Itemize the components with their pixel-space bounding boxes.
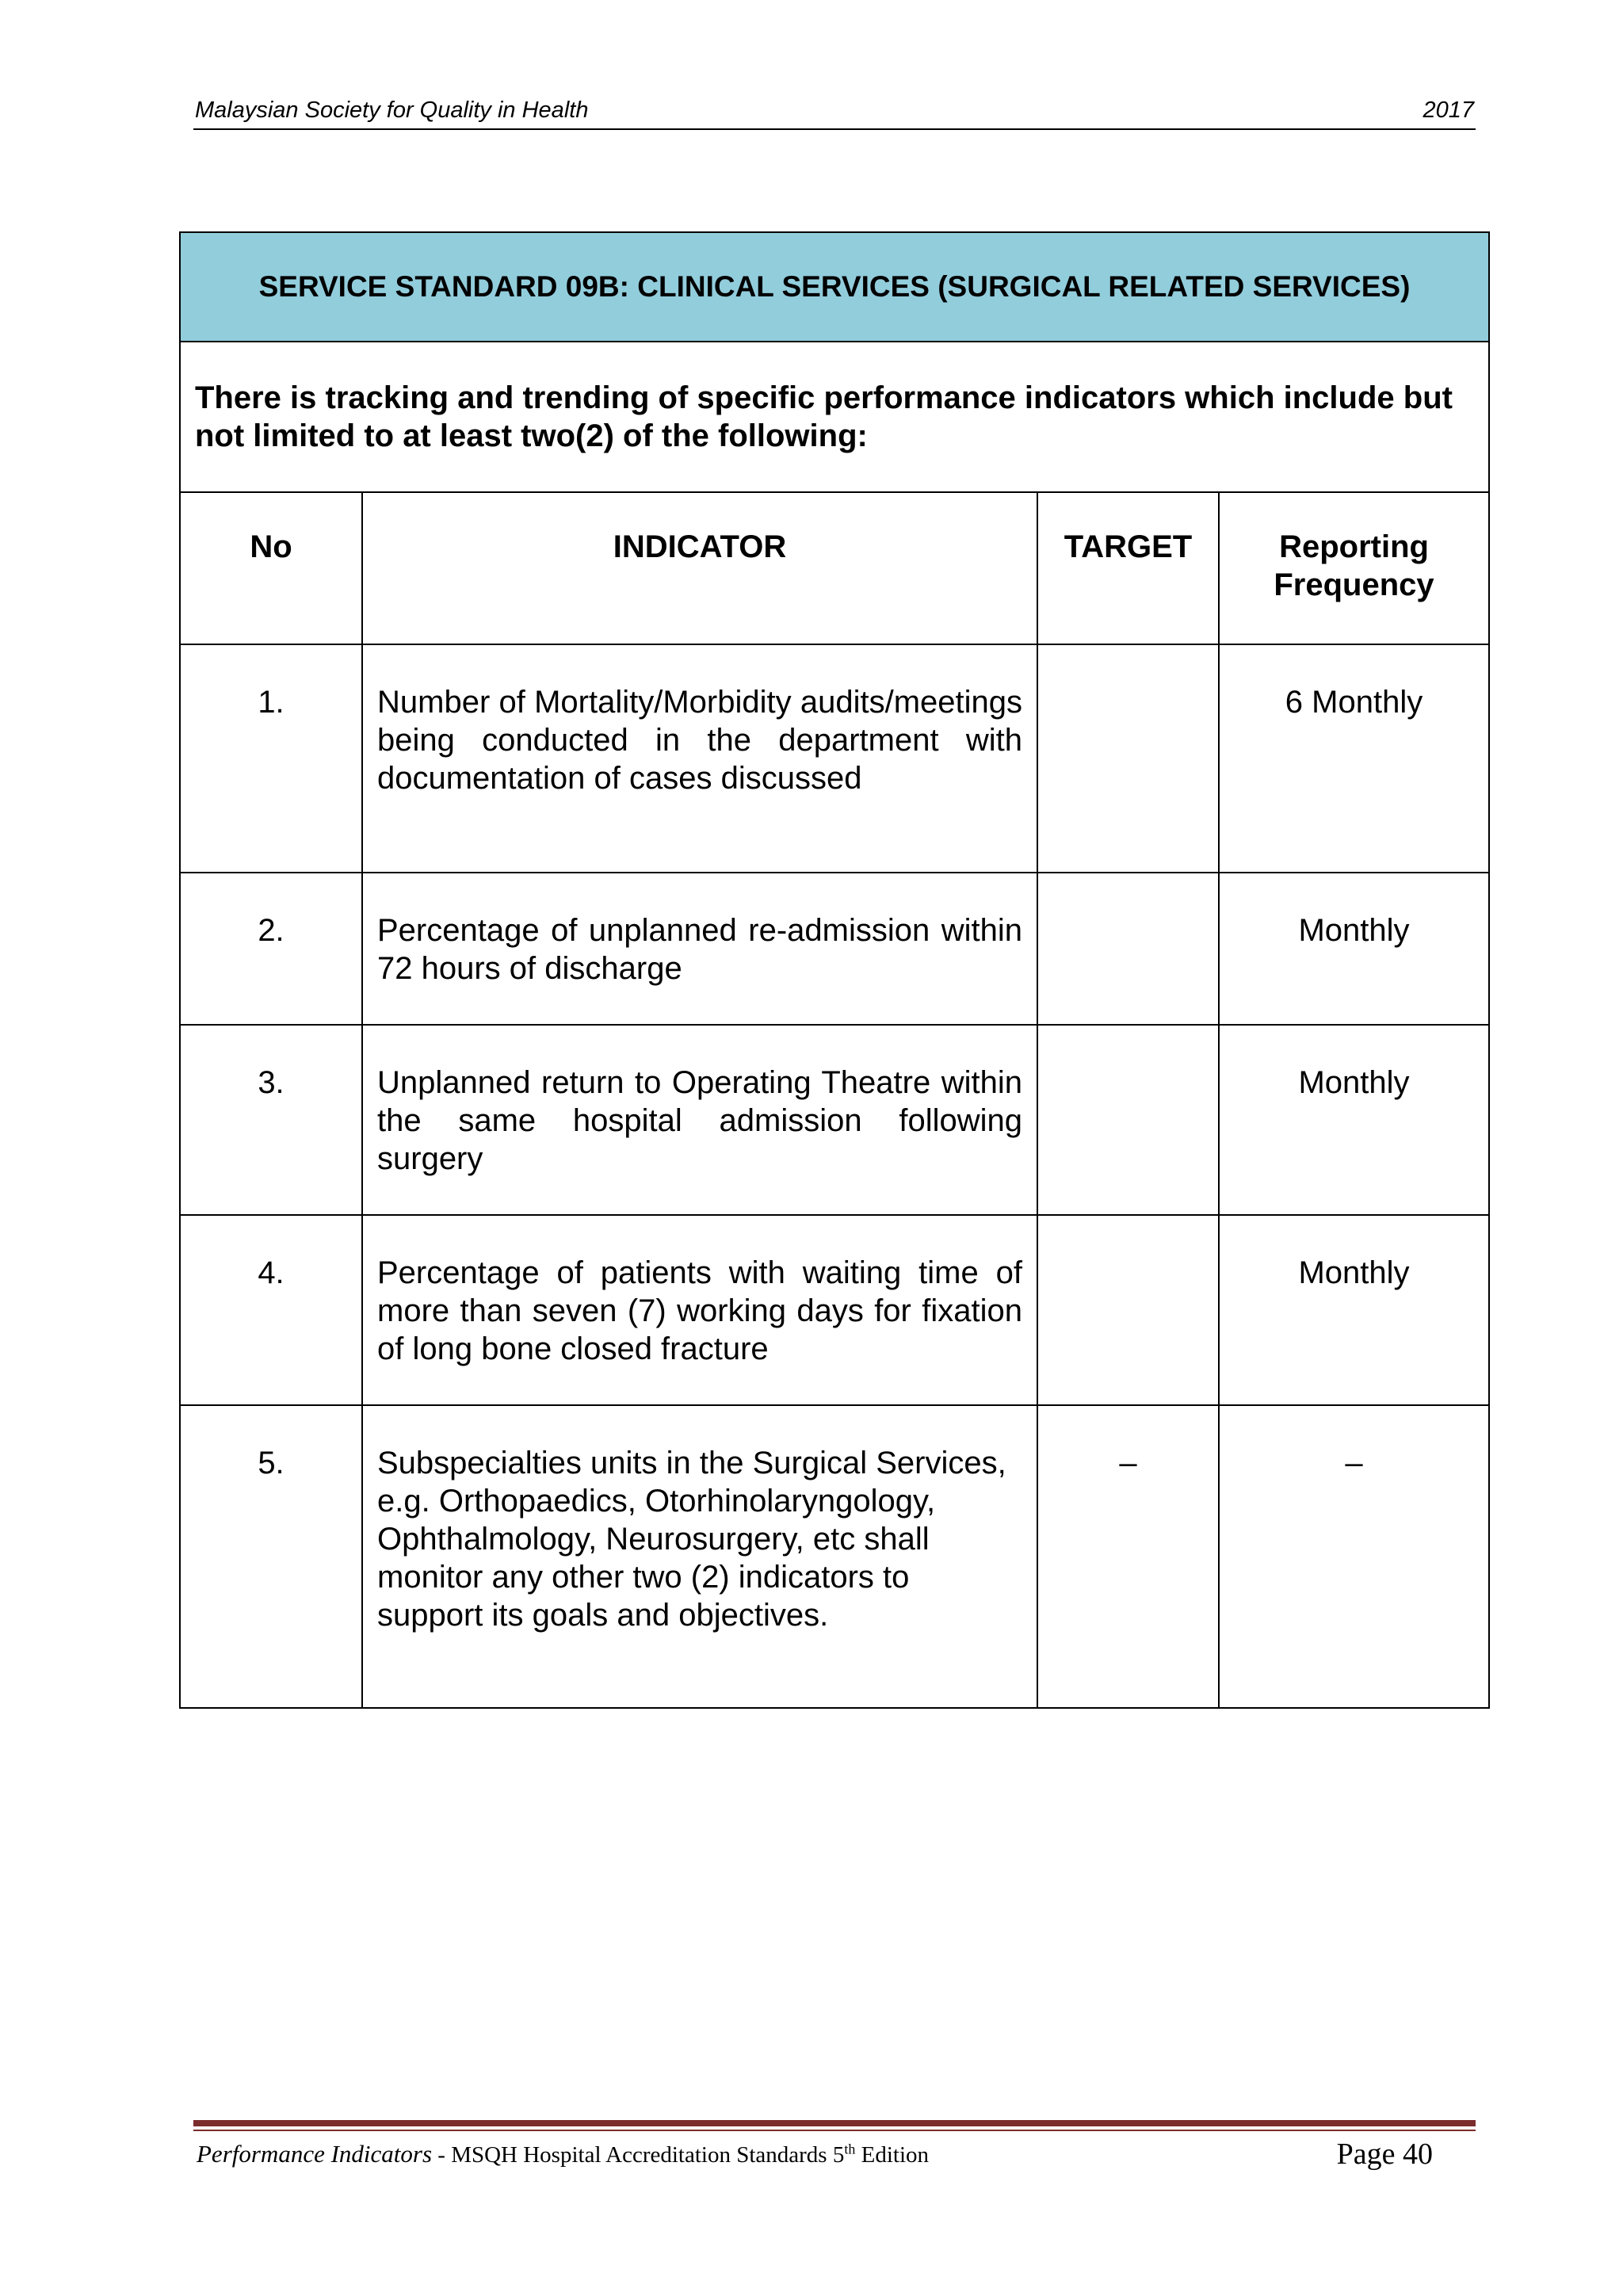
table-row [180, 1025, 1489, 1215]
page-number: Page 40 [1336, 2137, 1433, 2171]
table-row [180, 1405, 1489, 1708]
row-indicator: Percentage of patients with waiting time of more than seven (7) working days for fixation of long bone closed fracture [362, 1215, 1037, 1405]
table-row [180, 873, 1489, 1025]
header-year: 2017 [1423, 97, 1474, 123]
row-number: 2. [180, 873, 362, 1025]
column-header-no: No [180, 492, 362, 644]
column-header-target: TARGET [1037, 492, 1219, 644]
row-target [1037, 1025, 1219, 1215]
page-header [193, 94, 1476, 130]
footer-title-end: Edition [855, 2142, 930, 2168]
footer-title-sup: th [844, 2141, 856, 2157]
row-frequency: 6 Monthly [1219, 644, 1489, 873]
footer-title-italic: Performance Indicators [197, 2140, 433, 2168]
header-organization: Malaysian Society for Quality in Health [195, 97, 589, 123]
footer-title-rest: - MSQH Hospital Accreditation Standards 5 [432, 2142, 845, 2168]
standard-title: SERVICE STANDARD 09B: CLINICAL SERVICES (SURGICAL RELATED SERVICES) [180, 232, 1489, 342]
footer-rule-thin [193, 2130, 1476, 2131]
row-target [1037, 873, 1219, 1025]
row-frequency: Monthly [1219, 1025, 1489, 1215]
row-number: 3. [180, 1025, 362, 1215]
footer-rule [193, 2120, 1476, 2126]
row-indicator: Number of Mortality/Morbidity audits/meetings being conducted in the department with documentation of cases discussed [362, 644, 1037, 873]
row-frequency: Monthly [1219, 873, 1489, 1025]
table-row [180, 1215, 1489, 1405]
row-target [1037, 1215, 1219, 1405]
row-frequency: – [1219, 1405, 1489, 1708]
row-indicator: Subspecialties units in the Surgical Services, e.g. Orthopaedics, Otorhinolaryngology, Ophthalmology, Neurosurgery, etc shall monitor any other two (2) indicators to support its goals and objectives. [362, 1405, 1037, 1708]
row-target: – [1037, 1405, 1219, 1708]
standard-table [179, 231, 1490, 1709]
footer-document-title [197, 2140, 929, 2168]
row-number: 1. [180, 644, 362, 873]
row-frequency: Monthly [1219, 1215, 1489, 1405]
row-indicator: Unplanned return to Operating Theatre within the same hospital admission following surgery [362, 1025, 1037, 1215]
row-target [1037, 644, 1219, 873]
column-header-indicator: INDICATOR [362, 492, 1037, 644]
table-row [180, 644, 1489, 873]
row-number: 5. [180, 1405, 362, 1708]
row-indicator: Percentage of unplanned re-admission within 72 hours of discharge [362, 873, 1037, 1025]
column-header-frequency: Reporting Frequency [1219, 492, 1489, 644]
table-header-row [180, 492, 1489, 644]
page-footer [197, 2137, 1433, 2175]
row-number: 4. [180, 1215, 362, 1405]
standard-intro: There is tracking and trending of specific performance indicators which include but not limited to at least two(2) of the following: [180, 342, 1489, 492]
